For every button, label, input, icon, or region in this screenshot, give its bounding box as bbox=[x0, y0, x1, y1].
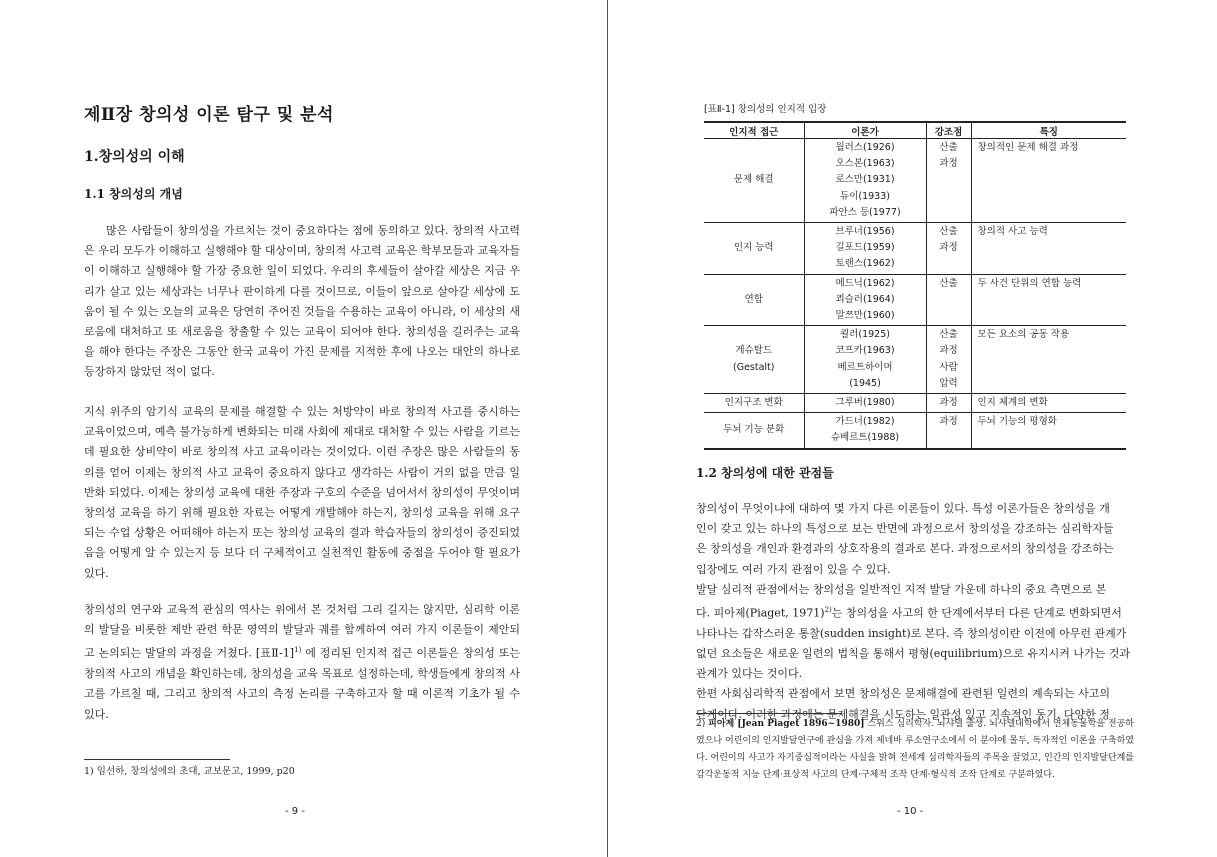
paragraph-right bbox=[696, 499, 1134, 725]
footnote-rule-right bbox=[696, 713, 842, 714]
footnote-1: 1) 임선하, 창의성에의 초대, 교보문고, 1999, p20 bbox=[84, 766, 295, 777]
table-reference: [표Ⅱ-1] bbox=[255, 647, 295, 661]
theorist-cell bbox=[804, 274, 926, 326]
header-feature: 특징 bbox=[971, 122, 1126, 139]
approach-line: (Gestalt) bbox=[733, 361, 775, 373]
approach-line: 게슈탈드 bbox=[735, 345, 773, 357]
footnote-2-text: 스위스 심리학자. 뇌샤텔 출생. 뇌샤텔대학에서 연체동물학을 전공하였으나 어린이의 인지발달연구에 관심을 가져 제네바 루소연구소에서 이 분야에 몰두, 독자적인 이론을 구축하였다. 어린이의 사고가 자기중심적이라는 사실을 밝혀 전세계 심리학자들의 주목을 끌었고, 인간의 인지발달단계를 감각운동적 지능 단계·표상적 사고의 단계·구체적 조작 단계·형식적 조작 단계로 구분하였다. bbox=[696, 719, 1134, 780]
theorist-item: 메드닉(1962) bbox=[835, 277, 895, 289]
table-caption: [표Ⅱ-1] 창의성의 인지적 입장 bbox=[704, 104, 827, 115]
emphasis-item: 산출 bbox=[939, 226, 958, 238]
text-line: 한편 사회심리학적 관점에서 보면 창의성은 문제해결에 관련된 일련의 계속되는 사고의 bbox=[696, 687, 1111, 701]
emphasis-item: 과정 bbox=[939, 158, 958, 170]
approach-cell: 문제 해결 bbox=[704, 139, 804, 223]
text-line: 창의성이 무엇이냐에 대하여 몇 가지 다른 이론들이 있다. 특성 이론가들은 창의성을 개 bbox=[696, 502, 1110, 515]
emphasis-cell bbox=[926, 139, 971, 223]
approach-cell bbox=[704, 326, 804, 394]
footnote-marker-2: 2) bbox=[824, 606, 832, 615]
table-row bbox=[704, 326, 1126, 394]
table-row bbox=[704, 413, 1126, 449]
chapter-title: 제Ⅱ장 창의성 이론 탐구 및 분석 bbox=[84, 105, 334, 125]
theorist-item: 말쯔만(1960) bbox=[835, 310, 895, 322]
emphasis-cell bbox=[926, 413, 971, 449]
table-header-row bbox=[704, 122, 1126, 139]
text-line: 관계가 있다는 것이다. bbox=[696, 667, 803, 681]
cognitive-approach-table bbox=[704, 121, 1126, 450]
emphasis-item: 압력 bbox=[939, 377, 958, 389]
emphasis-item: 산출 bbox=[939, 329, 958, 341]
table-row bbox=[704, 223, 1126, 275]
footnote-rule-left bbox=[84, 759, 230, 760]
text-line-part: 다. 피아제(Piaget, 1971) bbox=[696, 606, 825, 620]
header-emphasis: 강조점 bbox=[926, 122, 971, 139]
theorist-item: 쾰러(1925) bbox=[840, 329, 890, 341]
table-row bbox=[704, 139, 1126, 223]
paragraph-2: 지식 위주의 암기식 교육의 문제를 해결할 수 있는 처방약이 바로 창의적 사고를 중시하는 교육이었으며, 예측 불가능하게 변화되는 미래 사회에 제대로 대처할 수 있는 사람을 기르는 데 필요한 상비약이 바로 창의적 사고 교육이라는 것이었다. 이런 주장은 많은 사람들의 동의를 얻어 이제는 창의적 사고 교육이 중요하지 않다고 생각하는 사람이 거의 없을 만큼 일반화 되었다. 이제는 창의성 교육에 대한 주장과 구호의 수준을 넘어서서 창의성이 무엇이며 창의성 교육을 하기 위해 필요한 자료는 어떻게 개발해야 하는지, 창의성 교육을 위해 요구되는 수업 상황은 어떠해야 하는지 또는 창의성 교육의 결과 학습자들의 창의성이 증진되었음을 어떻게 알 수 있는지 등 보다 더 구체적이고 실천적인 활동에 중점을 두어야 할 필요가 있다. bbox=[84, 405, 520, 580]
footnote-2-term: 피아제 [Jean Piaget 1896~1980] bbox=[708, 719, 865, 729]
theorist-item: 파안스 등(1977) bbox=[829, 206, 901, 218]
emphasis-cell bbox=[926, 274, 971, 326]
theorist-item: 가드너(1982) bbox=[835, 416, 895, 428]
emphasis-cell bbox=[926, 326, 971, 394]
text-line: 나타나는 갑작스러운 통찰(sudden insight)로 본다. 즉 창의성이란 이전에 아무런 관계가 bbox=[696, 626, 1127, 640]
theorist-item: 쾨슬러(1964) bbox=[835, 293, 895, 305]
page-number-left: - 9 - bbox=[285, 806, 305, 817]
text-line: 입장에도 여러 가지 관점이 있을 수 있다. bbox=[696, 562, 891, 576]
text-line: 단계이다. 이러한 과정에는 문제해결을 시도하는 일관성 있고 지속적인 동기, 다양한 정 bbox=[696, 707, 1110, 721]
emphasis-item: 과정 bbox=[939, 397, 958, 409]
theorist-item: 듀이(1933) bbox=[840, 190, 890, 202]
header-theorist: 이론가 bbox=[804, 122, 926, 139]
theorist-item: 코프카(1963) bbox=[835, 345, 895, 357]
theorist-cell bbox=[804, 223, 926, 275]
theorist-item: 길포드(1959) bbox=[835, 242, 895, 254]
theorist-cell bbox=[804, 394, 926, 413]
theorist-item: 월러스(1926) bbox=[835, 142, 895, 153]
emphasis-item: 과정 bbox=[939, 416, 958, 428]
paragraph-3 bbox=[84, 600, 520, 725]
section-title: 1.창의성의 이해 bbox=[84, 149, 185, 165]
emphasis-cell bbox=[926, 223, 971, 275]
feature-cell: 모든 요소의 공동 작용 bbox=[971, 326, 1126, 394]
subsection-title-1-1: 1.1 창의성의 개념 bbox=[84, 187, 183, 201]
text-line-part: 는 창의성을 사고의 한 단계에서부터 다른 단계로 변화되면서 bbox=[831, 606, 1122, 620]
emphasis-item: 과정 bbox=[939, 345, 958, 357]
feature-cell: 두 사건 단위의 연합 능력 bbox=[971, 274, 1126, 326]
feature-cell: 두뇌 기능의 평형화 bbox=[971, 413, 1126, 449]
footnote-marker-1: 1) bbox=[294, 646, 302, 655]
table-row bbox=[704, 394, 1126, 413]
emphasis-item: 산출 bbox=[939, 142, 958, 153]
footnote-2 bbox=[696, 716, 1134, 784]
theorist-item: 슈베르트(1988) bbox=[830, 432, 900, 444]
text-line: 은 창의성을 개인과 환경과의 상호작용의 결과로 본다. 과정으로서의 창의성을 강조하는 bbox=[696, 542, 1114, 556]
page-gutter bbox=[607, 0, 608, 857]
feature-cell: 창의적 사고 능력 bbox=[971, 223, 1126, 275]
emphasis-cell bbox=[926, 394, 971, 413]
header-approach: 인지적 접근 bbox=[704, 122, 804, 139]
theorist-cell bbox=[804, 326, 926, 394]
text-line: 발달 심리적 관점에서는 창의성을 일반적인 지적 발달 가운데 하나의 중요 측면으로 본 bbox=[696, 582, 1107, 596]
theorist-item: 베르트하이머 bbox=[837, 361, 893, 373]
approach-cell: 인지구조 변화 bbox=[704, 394, 804, 413]
approach-cell: 인지 능력 bbox=[704, 223, 804, 275]
paragraph-1: 많은 사람들이 창의성을 가르치는 것이 중요하다는 점에 동의하고 있다. 창의적 사고력은 우리 모두가 이해하고 실행해야 할 대상이며, 창의적 사고력 교육은 학부모들과 교육자들이 이해하고 실행해야 할 가장 중요한 일이 되었다. 우리의 후세들이 살아갈 세상은 지금 우리가 살고 있는 세상과는 너무나 판이하게 다를 것이므로, 이들이 앞으로 살아갈 세상에 도움이 될 수 있는 오늘의 교육은 당연히 주어진 것들을 수용하는 교육이 아니라, 이 세상의 새로움에 대처하고 또 새로움을 창출할 수 있는 교육이 되어야 한다. 창의성을 길러주는 교육을 해야 한다는 주장은 그동안 한국 교육이 가진 문제를 지적한 후에 나오는 대안의 하나로 등장하지 않았던 적이 없다. bbox=[84, 224, 520, 379]
subsection-title-1-2: 1.2 창의성에 대한 관점들 bbox=[696, 466, 834, 480]
theorist-item: (1945) bbox=[849, 377, 881, 389]
theorist-item: 브루너(1956) bbox=[835, 226, 895, 238]
text-line bbox=[696, 600, 1134, 624]
paragraph-3-text-a: 창의성의 연구와 교육적 관심의 역사는 위에서 본 것처럼 그리 길지는 않지만, 심리학 이론의 발달을 비롯한 제반 관련 학문 영역의 발달과 궤를 함께하여 여러 가지 이론들이 제안되고 논의되는 발달의 과정을 거쳤다. bbox=[84, 603, 520, 661]
feature-cell: 인지 체계의 변화 bbox=[971, 394, 1126, 413]
theorist-item: 토랜스(1962) bbox=[835, 258, 895, 270]
paragraph-3-text-b: 에 정리된 인지적 접근 이론들은 창의성 또는 창의적 사고의 개념을 확인하는데, 창의성을 교육 목표로 설정하는데, 학생들에게 창의적 사고를 가르칠 때, 그리고 창의적 사고의 측정 논리를 구축하고자 할 때 이론적 기초가 될 수 있다. bbox=[84, 647, 520, 721]
approach-cell: 두뇌 기능 분화 bbox=[704, 413, 804, 449]
theorist-item: 그루버(1980) bbox=[835, 397, 895, 409]
theorist-cell bbox=[804, 413, 926, 449]
theorist-cell bbox=[804, 139, 926, 223]
approach-cell: 연합 bbox=[704, 274, 804, 326]
emphasis-item: 산출 bbox=[939, 277, 958, 289]
text-line: 인이 갖고 있는 하나의 특성으로 보는 반면에 과정으로서 창의성을 강조하는 심리학자들 bbox=[696, 522, 1114, 536]
footnote-2-num: 2) bbox=[696, 719, 709, 729]
emphasis-item: 사람 bbox=[939, 361, 958, 373]
feature-cell: 창의적인 문제 해결 과정 bbox=[971, 139, 1126, 223]
emphasis-item: 과정 bbox=[939, 242, 958, 254]
table-row bbox=[704, 274, 1126, 326]
theorist-item: 로스만(1931) bbox=[835, 174, 895, 186]
page-number-right: - 10 - bbox=[897, 806, 924, 817]
text-line: 없던 요소들은 새로운 일련의 법칙을 통해서 평형(equilibrium)으로 유지시켜 나가는 것과 bbox=[696, 647, 1130, 661]
theorist-item: 오스본(1963) bbox=[835, 158, 895, 170]
